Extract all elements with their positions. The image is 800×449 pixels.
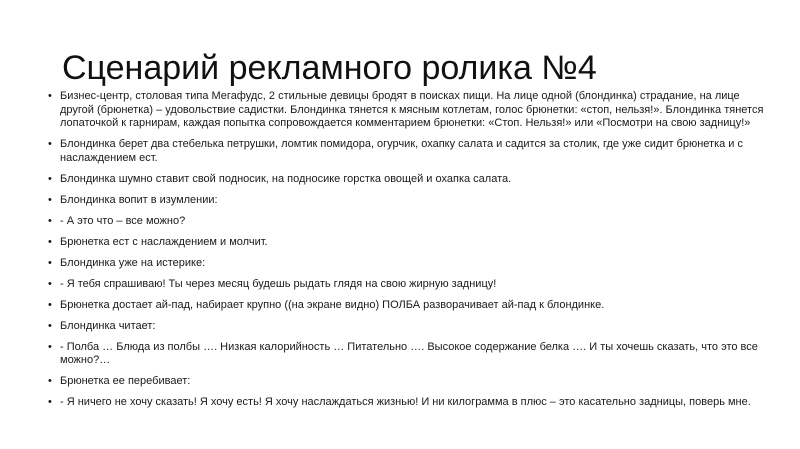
bullet-item	[48, 320, 768, 334]
bullet-text: Бизнес-центр, столовая типа Мегафудс, 2 стильные девицы бродят в поисках пищи. На лице одной (блондинка) страдание, на лице другой (брюнетка) – удовольствие садистки. Блондинка тянется к мясным котлетам, голос брюнетки: «стоп, нельзя!». Блондинка тянется лопаточкой к гарнирам, каждая попытка сопровождается комментарием брюнетки: «Стоп. Нельзя!» или «Посмотри на свою задницу!»	[60, 90, 764, 129]
bullet-item	[48, 341, 768, 368]
bullet-icon: •	[48, 298, 52, 311]
bullet-text: - Полба … Блюда из полбы …. Низкая калорийность … Питательно …. Высокое содержание белка …. И ты хочешь сказать, что это все можно?…	[60, 340, 758, 366]
bullet-icon: •	[48, 172, 52, 185]
bullet-icon: •	[48, 396, 52, 408]
bullet-item	[48, 215, 768, 229]
bullet-item	[48, 375, 768, 389]
bullet-icon: •	[48, 256, 52, 269]
bullet-item	[48, 299, 768, 313]
bullet-item	[48, 278, 768, 292]
bullet-item	[48, 90, 768, 131]
bullet-text: Брюнетка ест с наслаждением и молчит.	[60, 235, 268, 248]
bullet-text: - Я тебя спрашиваю! Ты через месяц будешь рыдать глядя на свою жирную задницу!	[60, 277, 497, 290]
bullet-item	[48, 257, 768, 271]
bullet-item	[48, 138, 768, 165]
bullet-text: - Я ничего не хочу сказать! Я хочу есть! Я хочу наслаждаться жизнью! И ни килограмма в плюс – это касательно задницы, поверь мне.	[60, 396, 751, 408]
bullet-icon: •	[48, 375, 52, 387]
bullet-text: Блондинка берет два стебелька петрушки, ломтик помидора, огурчик, охапку салата и садится за столик, где уже сидит брюнетка и с наслаждением ест.	[60, 138, 744, 164]
bullet-icon: •	[48, 277, 52, 290]
bullet-icon: •	[48, 193, 52, 206]
bullet-icon: •	[48, 235, 52, 248]
bullet-item	[48, 194, 768, 208]
bullet-text: Блондинка уже на истерике:	[60, 256, 206, 269]
bullet-text: Брюнетка ее перебивает:	[60, 375, 191, 387]
bullet-text: Брюнетка достает ай-пад, набирает крупно ((на экране видно) ПОЛБА разворачивает ай-пад к блондинке.	[60, 298, 605, 311]
bullet-item	[48, 236, 768, 250]
bullet-icon: •	[48, 340, 52, 353]
bullet-item	[48, 396, 768, 410]
bullet-icon: •	[48, 319, 52, 332]
bullet-icon: •	[48, 90, 52, 102]
bullet-text: Блондинка читает:	[60, 319, 156, 332]
bullet-text: Блондинка вопит в изумлении:	[60, 193, 218, 206]
bullet-text: - А это что – все можно?	[60, 214, 186, 227]
bullet-text: Блондинка шумно ставит свой подносик, на подносике горстка овощей и охапка салата.	[60, 172, 512, 185]
bullet-icon: •	[48, 214, 52, 227]
bullet-icon: •	[48, 138, 52, 150]
bullet-item	[48, 173, 768, 187]
slide-title: Сценарий рекламного ролика №4	[62, 49, 597, 87]
bullet-list	[48, 90, 768, 417]
